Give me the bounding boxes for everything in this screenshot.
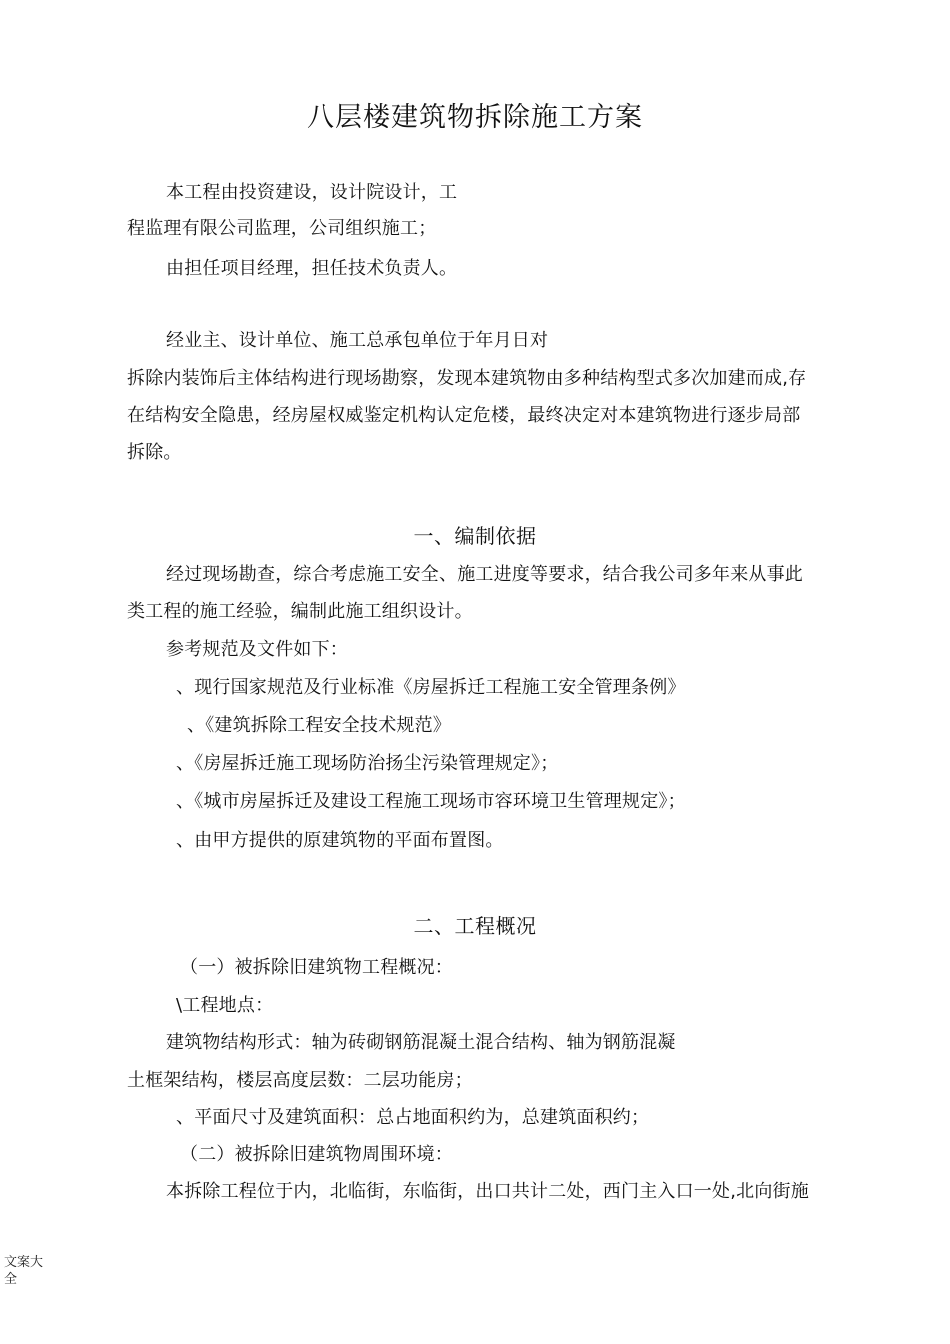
footer-line-2: 全 bbox=[4, 1272, 18, 1287]
intro-line-3: 由担任项目经理，担任技术负责人。 bbox=[166, 258, 458, 279]
intro-line-2: 程监理有限公司监理，公司组织施工； bbox=[127, 218, 437, 239]
reference-item: 、由甲方提供的原建筑物的平面布置图。 bbox=[176, 830, 504, 851]
reference-item: 、《城市房屋拆迁及建设工程施工现场市容环境卫生管理规定》； bbox=[176, 791, 686, 812]
section-heading-basis: 一、编制依据 bbox=[413, 524, 537, 548]
overview-line-5: 、平面尺寸及建筑面积：总占地面积约为，总建筑面积约； bbox=[176, 1107, 650, 1128]
reference-item: 、《建筑拆除工程安全技术规范》 bbox=[187, 715, 451, 736]
overview-line-1: （一）被拆除旧建筑物工程概况： bbox=[180, 957, 453, 978]
intro-line-1: 本工程由投资建设，设计院设计，工 bbox=[166, 182, 458, 203]
overview-line-4: 土框架结构，楼层高度层数：二层功能房； bbox=[127, 1070, 473, 1091]
overview-line-3: 建筑物结构形式：轴为砖砌钢筋混凝土混合结构、轴为钢筋混凝 bbox=[166, 1032, 676, 1053]
overview-line-2: \工程地点： bbox=[176, 995, 274, 1016]
overview-line-7: 本拆除工程位于内，北临街，东临街，出口共计二处，西门主入口一处,北向街施 bbox=[166, 1181, 809, 1202]
background-line-4: 拆除。 bbox=[127, 442, 182, 463]
overview-line-6: （二）被拆除旧建筑物周围环境： bbox=[180, 1144, 453, 1165]
background-line-1: 经业主、设计单位、施工总承包单位于年月日对 bbox=[166, 330, 549, 351]
basis-line-3: 参考规范及文件如下： bbox=[166, 639, 348, 660]
footer-watermark bbox=[4, 1254, 50, 1288]
reference-item: 、《房屋拆迁施工现场防治扬尘污染管理规定》； bbox=[176, 753, 559, 774]
background-line-3: 在结构安全隐患，经房屋权威鉴定机构认定危楼，最终决定对本建筑物进行逐步局部 bbox=[127, 405, 801, 426]
page-title: 八层楼建筑物拆除施工方案 bbox=[307, 102, 643, 133]
footer-line-1: 文案大 bbox=[4, 1255, 44, 1270]
reference-item: 、现行国家规范及行业标准《房屋拆迁工程施工安全管理条例》 bbox=[176, 677, 686, 698]
background-line-2: 拆除内装饰后主体结构进行现场勘察，发现本建筑物由多种结构型式多次加建而成,存 bbox=[127, 368, 807, 389]
basis-line-2: 类工程的施工经验，编制此施工组织设计。 bbox=[127, 601, 473, 622]
section-heading-overview: 二、工程概况 bbox=[413, 914, 537, 938]
basis-line-1: 经过现场勘查，综合考虑施工安全、施工进度等要求，结合我公司多年来从事此 bbox=[166, 564, 803, 585]
